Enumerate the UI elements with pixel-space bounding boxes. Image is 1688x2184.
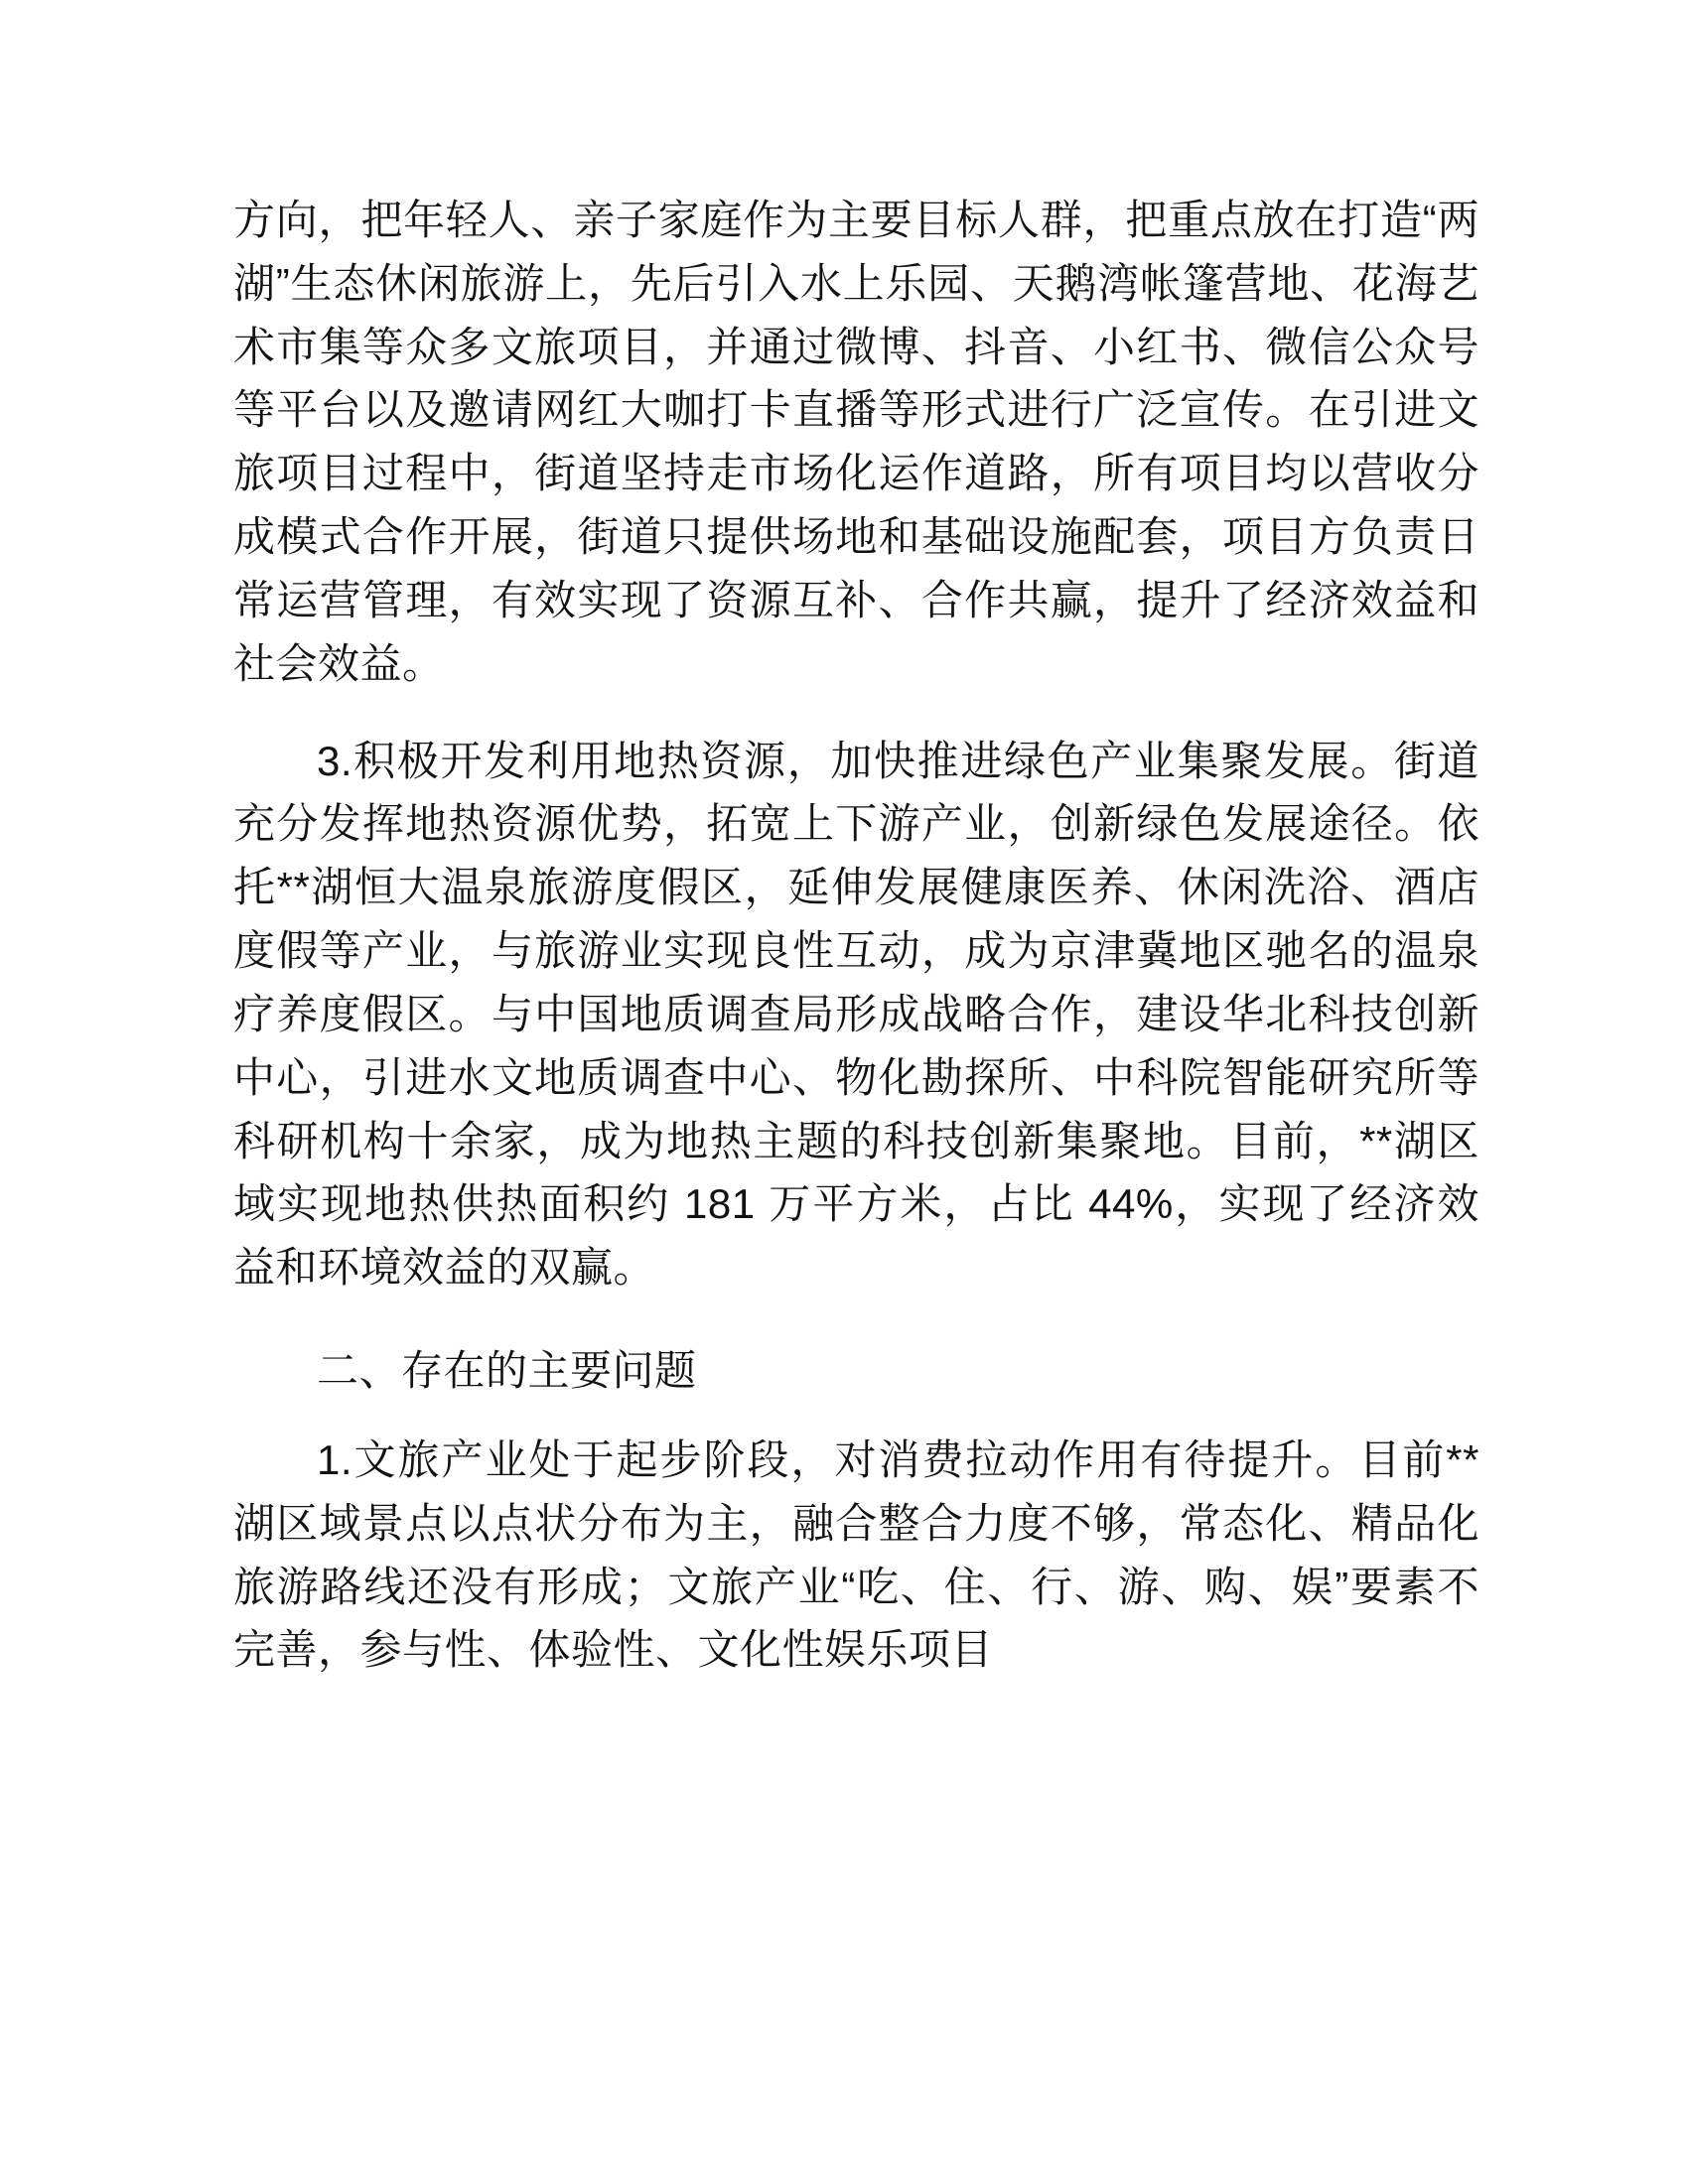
document-body — [233, 189, 1479, 1682]
paragraph-continuation-tourism: 方向，把年轻人、亲子家庭作为主要目标人群，把重点放在打造“两湖”生态休闲旅游上，先后引入水上乐园、天鹅湾帐篷营地、花海艺术市集等众多文旅项目，并通过微博、抖音、小红书、微信公众号等平台以及邀请网红大咖打卡直播等形式进行广泛宣传。在引进文旅项目过程中，街道坚持走市场化运作道路，所有项目均以营收分成模式合作开展，街道只提供场地和基础设施配套，项目方负责日常运营管理，有效实现了资源互补、合作共赢，提升了经济效益和社会效益。 — [233, 197, 1479, 687]
paragraph-item-3-geothermal: 3.积极开发利用地热资源，加快推进绿色产业集聚发展。街道充分发挥地热资源优势，拓宽上下游产业，创新绿色发展途径。依托**湖恒大温泉旅游度假区，延伸发展健康医养、休闲洗浴、酒店度假等产业，与旅游业实现良性互动，成为京津冀地区驰名的温泉疗养度假区。与中国地质调查局形成战略合作，建设华北科技创新中心，引进水文地质调查中心、物化勘探所、中科院智能研究所等科研机构十余家，成为地热主题的科技创新集聚地。目前，**湖区域实现地热供热面积约 181 万平方米，占比 44%，实现了经济效益和环境效益的双赢。 — [233, 737, 1479, 1292]
paragraph-item-1-problem: 1.文旅产业处于起步阶段，对消费拉动作用有待提升。目前**湖区域景点以点状分布为主，融合整合力度不够，常态化、精品化旅游路线还没有形成；文旅产业“吃、住、行、游、购、娱”要素不完善，参与性、体验性、文化性娱乐项目 — [233, 1435, 1479, 1674]
heading-section-two: 二、存在的主要问题 — [317, 1347, 697, 1395]
